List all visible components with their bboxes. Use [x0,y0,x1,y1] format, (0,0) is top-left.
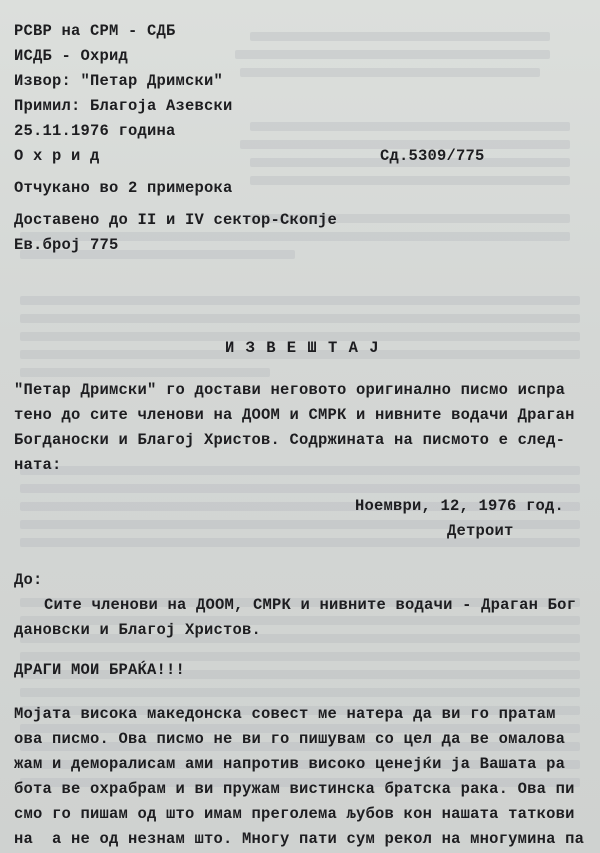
city-line: О х р и д [14,147,100,165]
reference-number: Сд.5309/775 [380,147,485,165]
record-number-line: Ев.број 775 [14,236,119,254]
intro-line-2: тено до сите членови на ДООМ и СМРК и нивните водачи Драган [14,406,575,424]
report-title: И З В Е Ш Т А Ј [225,339,380,357]
copies-line: Отчукано во 2 примерока [14,179,233,197]
received-by-line: Примил: Благоја Азевски [14,97,233,115]
body-line-3: жам и деморалисам ами напротив високо ценејќи ја Вашата ра [14,755,566,773]
body-line-6: на а не од незнам што. Многу пати сум рекол на многумина па [14,830,585,848]
intro-line-4: ната: [14,456,62,474]
addressee-line-2: дановски и Благој Христов. [14,621,262,639]
letter-place: Детроит [447,522,514,540]
body-line-1: Мојата висока македонска совест ме натера да ви го пратам [14,705,556,723]
intro-line-1: "Петар Дримски" го достави неговото оригинално писмо испра [14,381,566,399]
delivered-line: Доставено до II и IV сектор-Скопје [14,211,338,229]
date-line: 25.11.1976 година [14,122,176,140]
intro-line-3: Богданоски и Благој Христов. Содржината на писмото е след- [14,431,566,449]
header-line-1: РСВР на СРМ - СДБ [14,22,176,40]
source-line: Извор: "Петар Дримски" [14,72,224,90]
addressee-line-1: Сите членови на ДООМ, СМРК и нивните водачи - Драган Бог [44,596,577,614]
header-line-2: ИСДБ - Охрид [14,47,129,65]
addressee-label: До: [14,571,43,589]
salutation: ДРАГИ МОИ БРАЌА!!! [14,661,186,679]
letter-dateline: Ноември, 12, 1976 год. [355,497,565,515]
body-line-4: бота ве охрабрам и ви пружам вистинска братска рака. Ова пи [14,780,575,798]
body-line-5: смо го пишам од што имам преголема љубов кон нашата таткови [14,805,575,823]
body-line-2: ова писмо. Ова писмо не ви го пишувам со цел да ве омалова [14,730,566,748]
